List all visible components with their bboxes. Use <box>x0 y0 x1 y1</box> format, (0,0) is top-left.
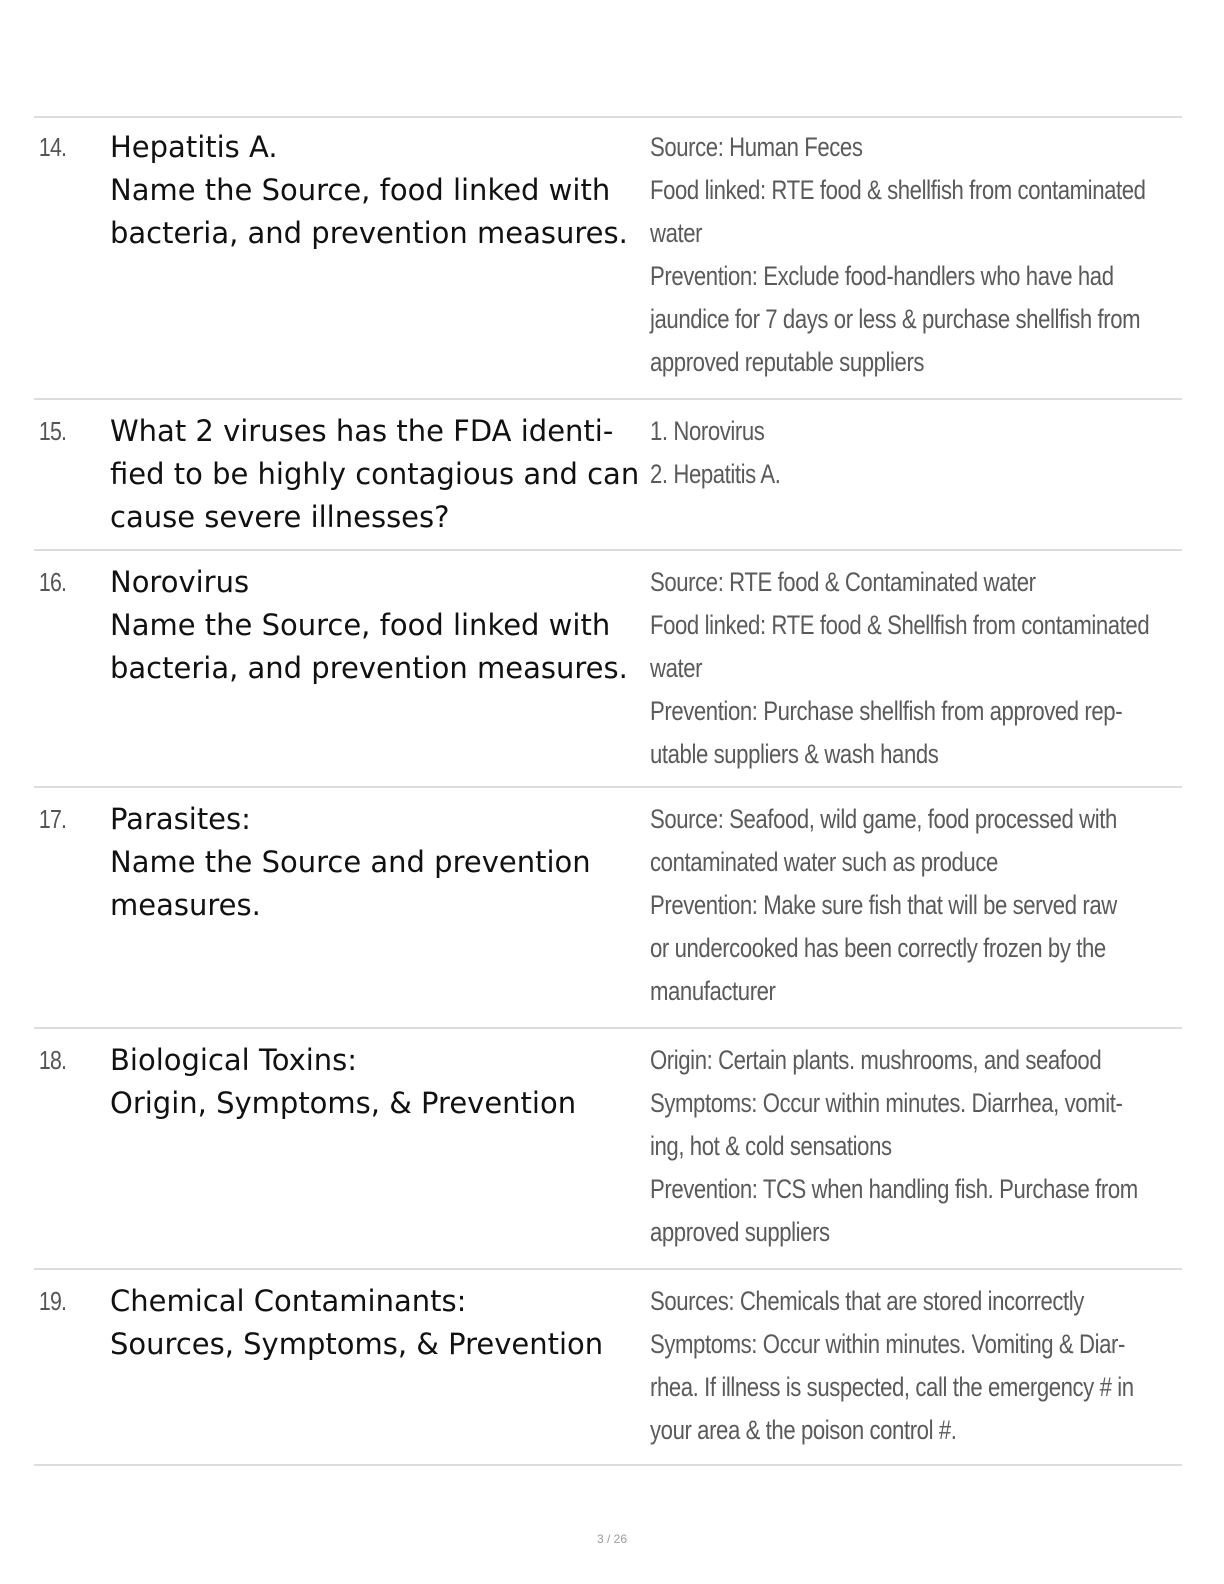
question-text <box>110 1280 650 1366</box>
question-line: Chemical Contaminants: <box>110 1284 467 1318</box>
question-line: What 2 viruses has the FDA identi- <box>110 414 614 448</box>
answer-line: Sources: Chemicals that are stored incorrectly <box>650 1286 1084 1316</box>
question-text <box>110 1039 650 1125</box>
question-line: Name the Source, food linked with <box>110 608 611 642</box>
answer-line: jaundice for 7 days or less & purchase shellfish from <box>650 304 1141 334</box>
answer-line: manufacturer <box>650 976 776 1006</box>
item-number: 14. <box>38 132 67 162</box>
flashcard-list <box>34 116 1182 1466</box>
answer-text <box>650 561 1224 776</box>
question-line: Name the Source and prevention <box>110 845 591 879</box>
answer-line: Food linked: RTE food & shellfish from contaminated <box>650 175 1146 205</box>
flashcard-row <box>34 1029 1182 1270</box>
answer-line: contaminated water such as produce <box>650 847 998 877</box>
flashcard-row <box>34 118 1182 400</box>
answer-line: 1. Norovirus <box>650 416 765 446</box>
question-line: Sources, Symptoms, & Prevention <box>110 1327 604 1361</box>
answer-line: Source: Seafood, wild game, food processed with <box>650 804 1117 834</box>
answer-text <box>650 1280 1224 1452</box>
flashcard-row <box>34 788 1182 1029</box>
question-line: Parasites: <box>110 802 251 836</box>
answer-text <box>650 410 1182 496</box>
question-text <box>110 798 650 927</box>
answer-line: approved suppliers <box>650 1217 830 1247</box>
answer-line: rhea. If illness is suspected, call the emergency # in <box>650 1372 1134 1402</box>
answer-line: Origin: Certain plants. mushrooms, and seafood <box>650 1045 1102 1075</box>
question-line: Hepatitis A. <box>110 130 278 164</box>
question-line: Norovirus <box>110 565 250 599</box>
flashcard-row <box>34 551 1182 788</box>
item-number: 15. <box>38 416 67 446</box>
item-number: 17. <box>38 804 67 834</box>
answer-line: 2. Hepatitis A. <box>650 459 781 489</box>
answer-line: water <box>650 653 703 683</box>
question-text <box>110 410 650 539</box>
answer-line: Source: RTE food & Contaminated water <box>650 567 1036 597</box>
question-line: measures. <box>110 888 261 922</box>
answer-text <box>650 1039 1224 1254</box>
item-number: 16. <box>38 567 67 597</box>
answer-line: Symptoms: Occur within minutes. Diarrhea, vomit- <box>650 1088 1123 1118</box>
flashcard-row <box>34 400 1182 551</box>
item-number: 18. <box>38 1045 67 1075</box>
answer-line: ing, hot & cold sensations <box>650 1131 892 1161</box>
question-text <box>110 126 650 255</box>
answer-line: utable suppliers & wash hands <box>650 739 939 769</box>
question-line: Biological Toxins: <box>110 1043 358 1077</box>
question-line: fied to be highly contagious and can <box>110 457 640 491</box>
answer-line: Food linked: RTE food & Shellfish from contaminated <box>650 610 1150 640</box>
answer-line: water <box>650 218 703 248</box>
question-line: bacteria, and prevention measures. <box>110 651 628 685</box>
answer-line: Source: Human Feces <box>650 132 863 162</box>
answer-line: or undercooked has been correctly frozen by the <box>650 933 1106 963</box>
answer-line: Prevention: Purchase shellfish from approved rep- <box>650 696 1123 726</box>
question-line: Origin, Symptoms, & Prevention <box>110 1086 577 1120</box>
question-line: cause severe illnesses? <box>110 500 450 534</box>
question-line: bacteria, and prevention measures. <box>110 216 628 250</box>
flashcard-row <box>34 1270 1182 1466</box>
answer-line: Symptoms: Occur within minutes. Vomiting & Diar- <box>650 1329 1125 1359</box>
answer-line: Prevention: Exclude food-handlers who have had <box>650 261 1114 291</box>
item-number: 19. <box>38 1286 67 1316</box>
answer-line: Prevention: TCS when handling fish. Purchase from <box>650 1174 1138 1204</box>
answer-text <box>650 126 1224 384</box>
answer-line: your area & the poison control #. <box>650 1415 957 1445</box>
answer-line: Prevention: Make sure fish that will be served raw <box>650 890 1117 920</box>
question-line: Name the Source, food linked with <box>110 173 611 207</box>
answer-line: approved reputable suppliers <box>650 347 925 377</box>
page-indicator: 3 / 26 <box>596 1532 628 1546</box>
answer-text <box>650 798 1219 1013</box>
question-text <box>110 561 650 690</box>
